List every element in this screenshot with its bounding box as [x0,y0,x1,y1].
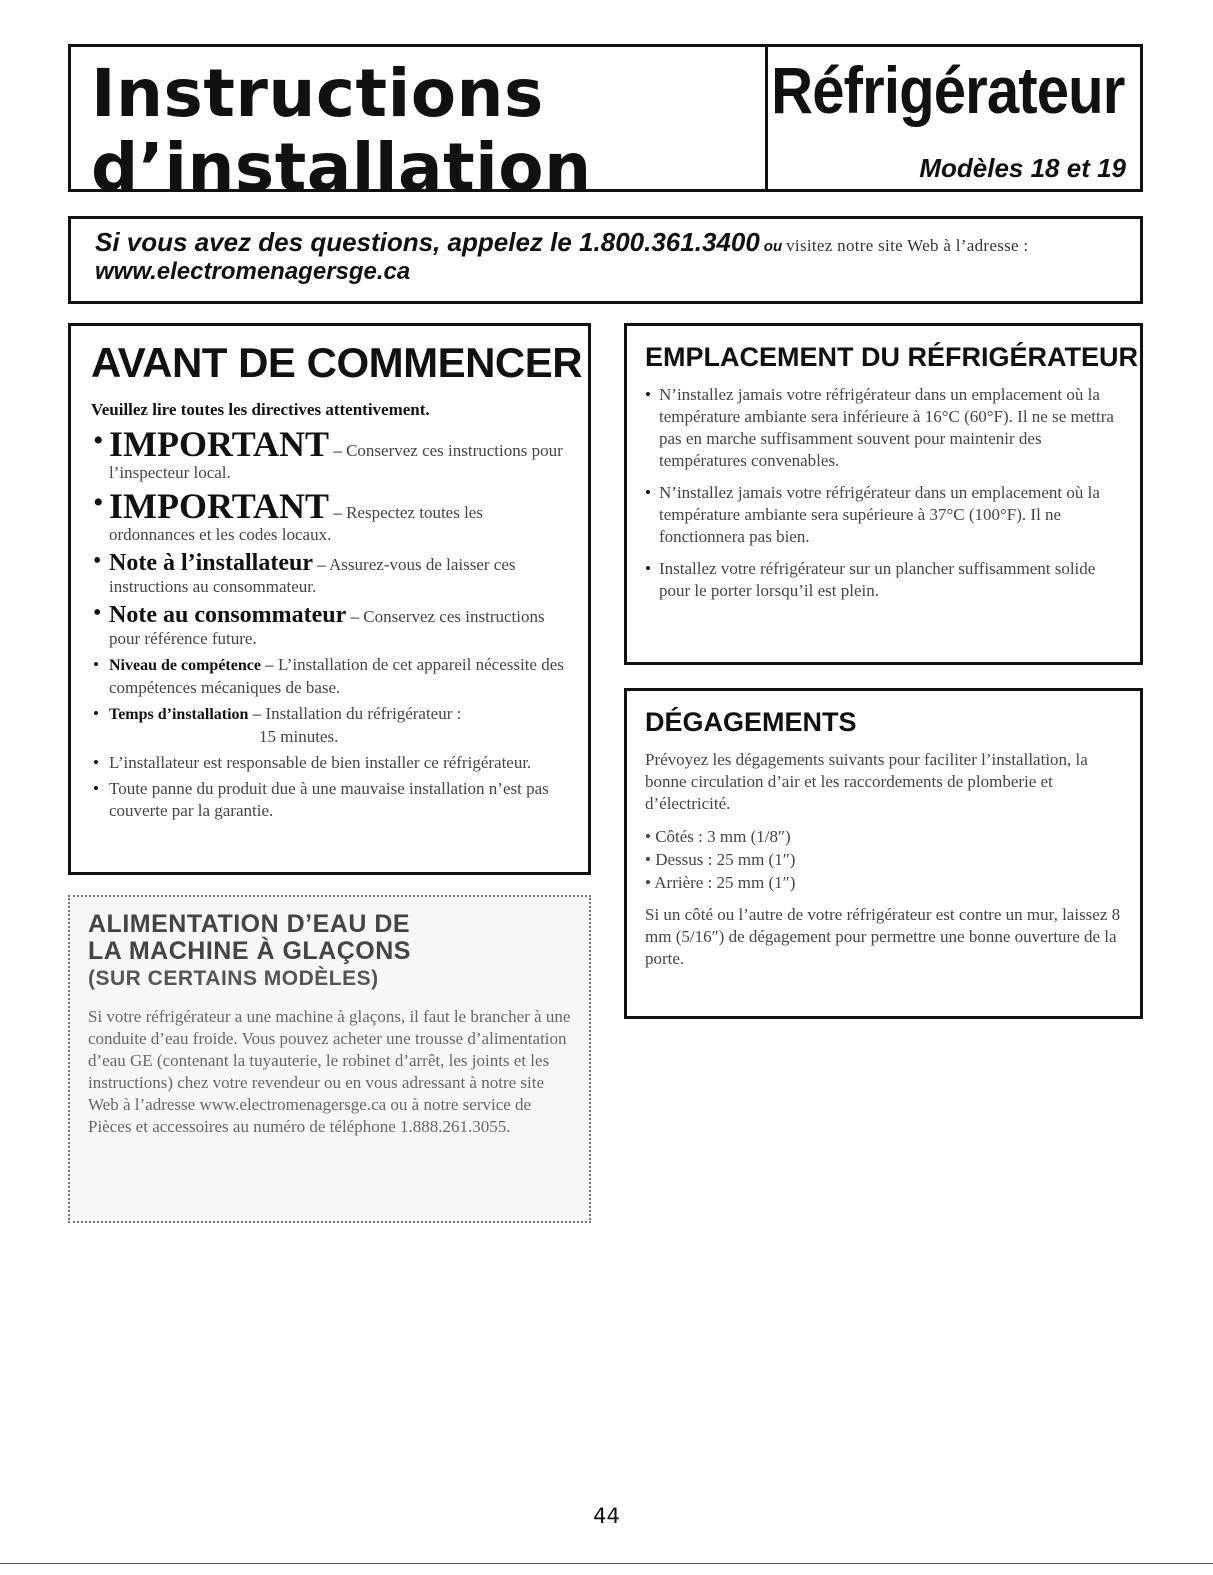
page-number: 44 [593,1504,620,1528]
title-line-1: Instructions [91,55,544,132]
list-item: • Note au consommateur – Conservez ces instructions pour référence future. [93,600,545,648]
title-line-2: d’installation [91,129,592,206]
item-text: Assurez-vous de laisser ces instructions au consommateur. [109,555,516,596]
contact-line [95,227,1116,258]
models-label: Modèles 18 et 19 [919,153,1126,183]
list-item: • Temps d’installation – Installation du réfrigérateur : 15 minutes. [91,703,568,748]
avant-de-commencer-box [68,323,591,875]
emplacement-box [624,323,1143,665]
bullet-icon: • [93,486,104,519]
item-lead: IMPORTANT [109,486,330,526]
contact-box [68,216,1143,304]
item-text: Installez votre réfrigérateur sur un plancher suffisamment solide pour le porter lorsqu’il est plein. [659,559,1096,600]
bullet-icon: • [93,548,102,574]
bullet-icon: • [93,424,104,457]
header-title-block [71,47,768,206]
degagements-box [624,688,1143,1019]
degagements-list [645,825,1122,894]
aliment-body: Si votre réfrigérateur a une machine à glaçons, il faut le brancher à une conduite d’eau froide. Vous pouvez acheter une trousse d’alimentation d’eau GE (contenant la tuyauterie, le robinet d’arrêt, les joints et les instructions) chez votre revendeur ou en vous adressant à notre site Web à l’adresse www.electromenagersge.ca ou à notre service de Pièces et accessoires au numéro de téléphone 1.888.261.3055. [88,1007,571,1136]
bullet-icon: • [93,655,99,674]
list-item [91,752,568,774]
list-item: • Arrière : 25 mm (1″) [645,873,796,892]
product-name: Réfrigérateur [770,53,1124,127]
item-lead: Note au consommateur [109,602,347,628]
item-lead: IMPORTANT [109,424,330,464]
aliment-heading-line2: LA MACHINE À GLAÇONS [88,937,411,965]
alimentation-eau-box [68,895,591,1223]
contact-rest: visitez notre site Web à l’adresse : [786,236,1029,255]
item-text-continued: 15 minutes. [259,727,339,746]
aliment-heading-line3: (SUR CERTAINS MODÈLES) [88,967,379,990]
emplacement-heading: EMPLACEMENT DU RÉFRIGÉRATEUR [645,342,1139,372]
contact-ou: ou [763,238,783,255]
aliment-heading-line1: ALIMENTATION D’EAU DE [88,910,411,938]
list-item: • Dessus : 25 mm (1″) [645,850,796,869]
bottom-divider [0,1563,1213,1564]
item-text: Conservez ces instructions pour référence future. [109,607,545,648]
bullet-icon: • [93,600,102,626]
degagements-heading: DÉGAGEMENTS [645,707,857,737]
bullet-icon: • [93,704,99,723]
contact-url[interactable]: www.electromenagersge.ca [95,258,411,285]
list-item: • Note à l’installateur – Assurez-vous de laisser ces instructions au consommateur. [93,548,516,596]
item-text: Toute panne du produit due à une mauvaise installation n’est pas couverte par la garantie. [109,779,549,820]
degagements-intro: Prévoyez les dégagements suivants pour faciliter l’installation, la bonne circulation d’air et les raccordements de plomberie et d’électricité. [645,750,1088,813]
contact-question: Si vous avez des questions, appelez le 1.800.361.3400 [95,227,760,257]
list-item: • Côtés : 3 mm (1/8″) [645,827,791,846]
bullet-icon: • [93,753,99,772]
list-item: • IMPORTANT – Conservez ces instructions pour l’inspecteur local. [93,424,563,482]
item-text: Conservez ces instructions pour l’inspecteur local. [109,441,563,482]
item-text: N’installez jamais votre réfrigérateur dans un emplacement où la température ambiante sera supérieure à 37°C (100°F). Il ne fonctionnera pas bien. [659,483,1100,546]
avant-heading: AVANT DE COMMENCER [91,339,583,386]
item-text: Installation du réfrigérateur : [265,704,462,723]
item-text: Respectez toutes les ordonnances et les codes locaux. [109,503,483,544]
bullet-icon: • [645,559,651,578]
item-lead: Note à l’installateur [109,550,313,576]
list-item [91,778,568,822]
list-item [645,558,1122,602]
document-header [68,44,1143,206]
degagements-note: Si un côté ou l’autre de votre réfrigérateur est contre un mur, laissez 8 mm (5/16″) de dégagement pour permettre une bonne ouverture de la porte. [645,905,1121,968]
avant-intro: Veuillez lire toutes les directives attentivement. [91,400,430,419]
item-lead: Temps d’installation [109,706,249,723]
item-lead: Niveau de compétence [109,657,261,674]
list-item [645,482,1122,548]
bullet-icon: • [93,779,99,798]
list-item [645,384,1122,472]
item-text: L’installation de cet appareil nécessite des compétences mécaniques de base. [109,655,564,697]
item-text: L’installateur est responsable de bien installer ce réfrigérateur. [109,753,532,772]
list-item: • IMPORTANT – Respectez toutes les ordonnances et les codes locaux. [93,486,483,544]
list-item: • Niveau de compétence – L’installation de cet appareil nécessite des compétences mécaniques de base. [93,655,564,697]
item-text: N’installez jamais votre réfrigérateur dans un emplacement où la température ambiante sera inférieure à 16°C (60°F). Il ne se mettra pas en marche suffisamment souvent pour maintenir des températures convenables. [659,385,1114,470]
bullet-icon: • [645,385,651,404]
bullet-icon: • [645,483,651,502]
